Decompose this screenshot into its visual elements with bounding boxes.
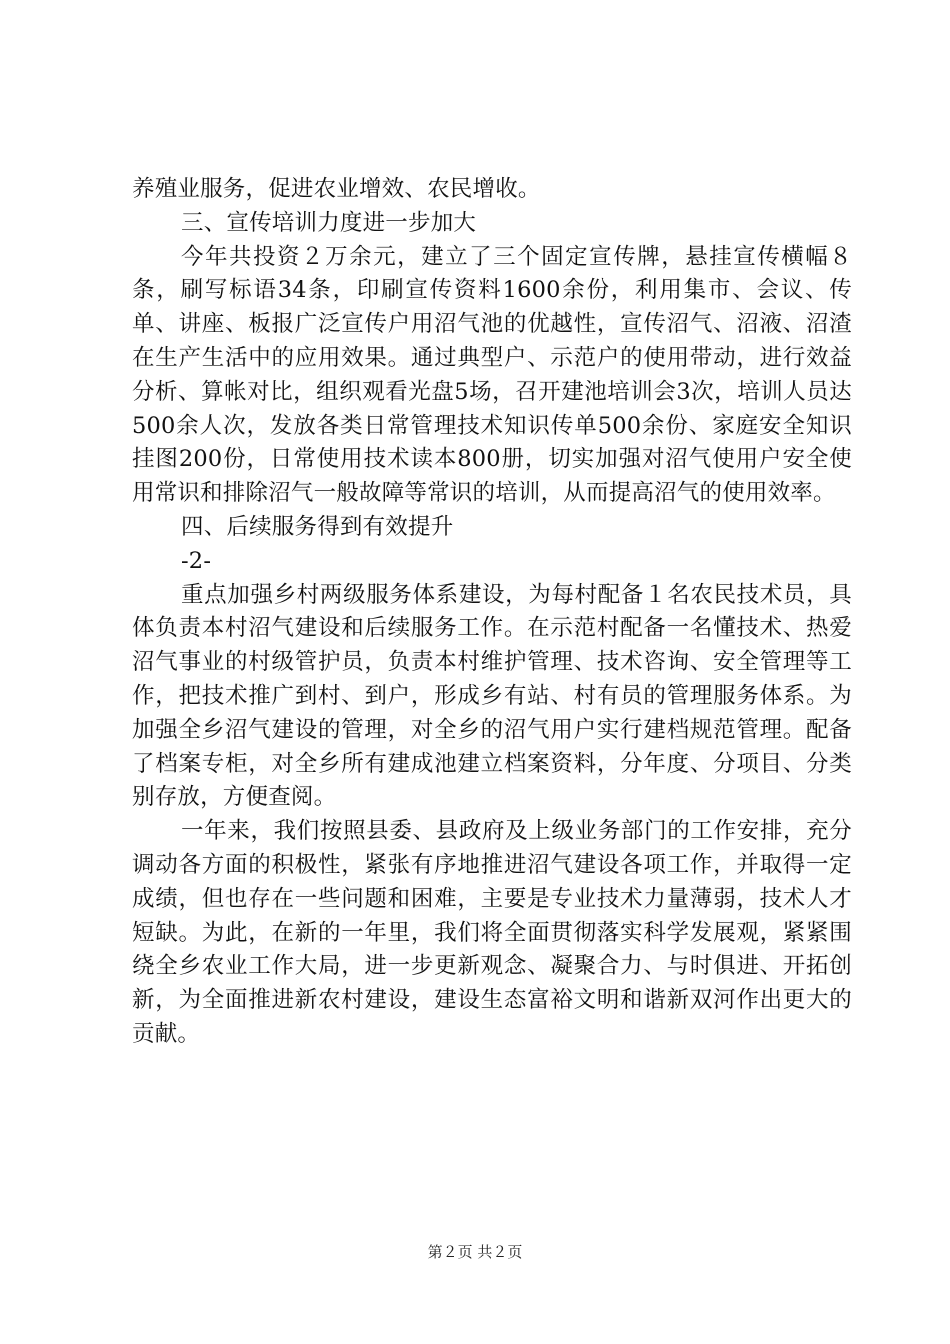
document-body [132, 173, 852, 1052]
page-number-label: 第２页 共２页 [427, 1243, 523, 1261]
paragraph-continuation: 养殖业服务，促进农业增效、农民增收。 [132, 176, 541, 202]
page-footer [0, 1242, 950, 1262]
section-heading-3: 三、宣传培训力度进一步加大 [181, 209, 477, 236]
paragraph-summary: 一年来，我们按照县委、县政府及上级业务部门的工作安排，充分调动各方面的积极性，紧张有序地推进沼气建设各项工作，并取得一定成绩，但也存在一些问题和困难，主要是专业技术力量薄弱，技术人才短缺。为此，在新的一年里，我们将全面贯彻落实科学发展观，紧紧围绕全乡农业工作大局，进一步更新观念、凝聚合力、与时俱进、开拓创新，为全面推进新农村建设，建设生态富裕文明和谐新双河作出更大的贡献。 [132, 818, 852, 1047]
paragraph-publicity-training: 今年共投资２万余元，建立了三个固定宣传牌，悬挂宣传横幅８条，刷写标语34条，印刷宣传资料1600余份，利用集市、会议、传单、讲座、板报广泛宣传户用沼气池的优越性，宣传沼气、沼液、沼渣在生产生活中的应用效果。通过典型户、示范户的使用带动，进行效益分析、算帐对比，组织观看光盘5场，召开建池培训会3次，培训人员达500余人次，发放各类日常管理技术知识传单500余份、家庭安全知识挂图200份，日常使用技术读本800册，切实加强对沼气使用户安全使用常识和排除沼气一般故障等常识的培训，从而提高沼气的使用效率。 [132, 243, 852, 507]
inline-page-marker: -2- [181, 547, 212, 574]
section-heading-4: 四、后续服务得到有效提升 [181, 513, 454, 540]
paragraph-service-system: 重点加强乡村两级服务体系建设，为每村配备１名农民技术员，具体负责本村沼气建设和后续服务工作。在示范村配备一名懂技术、热爱沼气事业的村级管护员，负责本村维护管理、技术咨询、安全管理等工作，把技术推广到村、到户，形成乡有站、村有员的管理服务体系。为加强全乡沼气建设的管理，对全乡的沼气用户实行建档规范管理。配备了档案专柜，对全乡所有建成池建立档案资料，分年度、分项目、分类别存放，方便查阅。 [132, 581, 852, 811]
